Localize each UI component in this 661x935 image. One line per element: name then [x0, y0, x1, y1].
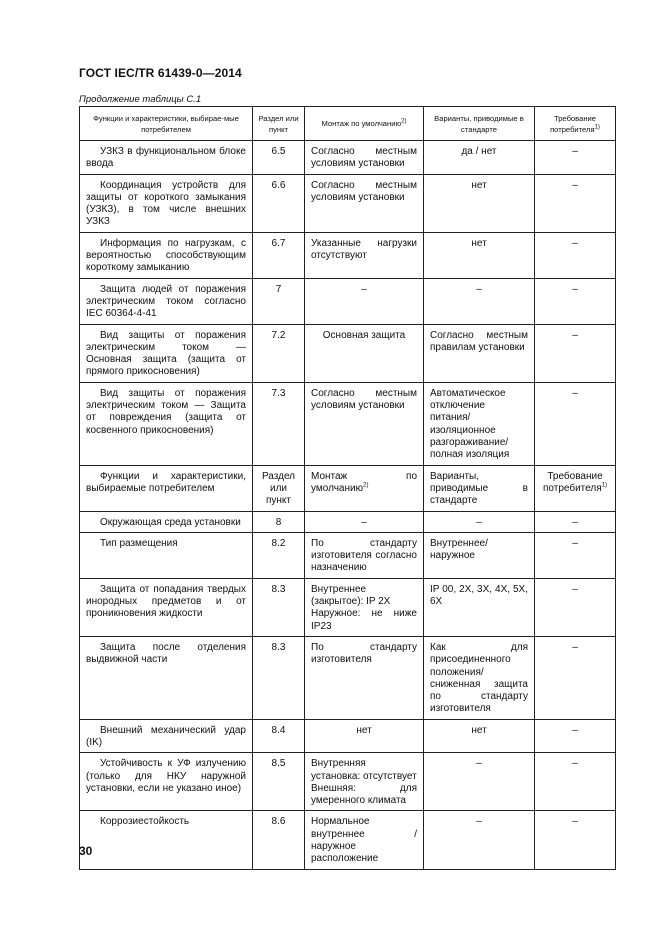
cell-section: 8.3: [253, 578, 305, 636]
superscript: 2): [401, 118, 407, 125]
cell-default: Нормальное внутреннее / наружное расположение: [305, 811, 424, 869]
cell-section: 8.4: [253, 719, 305, 753]
table-header-row: [80, 107, 616, 141]
table-row: [80, 719, 616, 753]
cell-default: По стандарту изготовителя согласно назначению: [305, 532, 424, 578]
cell-function: Защита людей от поражения электрическим током согласно IEC 60364-4-41: [80, 278, 253, 324]
column-header-default: Монтаж по умолчанию$^{2)}$: [305, 107, 424, 141]
cell-section: Раздел или пункт: [253, 465, 305, 511]
cell-default: Внутренняя установка: отсутствует Внешняя: для умеренного климата: [305, 753, 424, 811]
table-row: [80, 636, 616, 719]
table-row: [80, 753, 616, 811]
cell-function: Координация устройств для защиты от короткого замыкания (УЗКЗ), в том числе внешних УЗКЗ: [80, 174, 253, 232]
cell-requirement: –: [535, 382, 616, 465]
cell-requirement: –: [535, 811, 616, 869]
cell-variants: да / нет: [424, 141, 535, 175]
cell-function: Защита после отделения выдвижной части: [80, 636, 253, 719]
table-caption: Продолжение таблицы С.1: [79, 94, 202, 105]
cell-requirement: –: [535, 278, 616, 324]
cell-requirement: –: [535, 324, 616, 382]
cell-variants: –: [424, 511, 535, 532]
cell-section: 6.5: [253, 141, 305, 175]
cell-function: Вид защиты от поражения электрическим током — Защита от повреждения (защита от косвенного прикосновения): [80, 382, 253, 465]
cell-default: –: [305, 511, 424, 532]
table-row: [80, 811, 616, 869]
column-header-requirement: Требование потребителя$^{1)}$: [535, 107, 616, 141]
cell-requirement: –: [535, 719, 616, 753]
requirements-table: [79, 106, 616, 870]
cell-variants: нет: [424, 719, 535, 753]
table-row: [80, 532, 616, 578]
cell-default: нет: [305, 719, 424, 753]
cell-section: 8.6: [253, 811, 305, 869]
cell-function: Устойчивость к УФ излучению (только для НКУ наружной установки, если не указано иное): [80, 753, 253, 811]
column-header-function: Функции и характеристики, выбирае-мые потребителем: [80, 107, 253, 141]
cell-variants: нет: [424, 232, 535, 278]
table-header: [80, 107, 616, 141]
cell-requirement: –: [535, 753, 616, 811]
cell-requirement: –: [535, 174, 616, 232]
cell-variants: –: [424, 811, 535, 869]
cell-default: –: [305, 278, 424, 324]
table-row: [80, 174, 616, 232]
cell-requirement: –: [535, 578, 616, 636]
cell-variants: Варианты, приводимые в стандарте: [424, 465, 535, 511]
cell-function: Защита от попадания твердых инородных предметов и от проникновения жидкости: [80, 578, 253, 636]
cell-variants: IP 00, 2X, 3X, 4X, 5X, 6X: [424, 578, 535, 636]
cell-section: 6.7: [253, 232, 305, 278]
cell-requirement: –: [535, 511, 616, 532]
cell-function: УЗКЗ в функциональном блоке ввода: [80, 141, 253, 175]
cell-variants: Автоматическое отключение питания/ изоляционное разгораживание/ полная изоляция: [424, 382, 535, 465]
cell-requirement: –: [535, 636, 616, 719]
page-number: 30: [79, 844, 93, 858]
cell-variants: –: [424, 753, 535, 811]
superscript: 2): [363, 482, 369, 489]
cell-section: 7: [253, 278, 305, 324]
cell-default: По стандарту изготовителя: [305, 636, 424, 719]
cell-requirement: –: [535, 141, 616, 175]
table-row: [80, 382, 616, 465]
table-row: [80, 324, 616, 382]
cell-function: Внешний механический удар (IK): [80, 719, 253, 753]
cell-function: Тип размещения: [80, 532, 253, 578]
cell-default: Указанные нагрузки отсутствуют: [305, 232, 424, 278]
cell-requirement: –: [535, 532, 616, 578]
cell-default: Основная защита: [305, 324, 424, 382]
column-header-variants: Варианты, приводимые в стандарте: [424, 107, 535, 141]
column-header-section: Раздел или пункт: [253, 107, 305, 141]
cell-section: 6.6: [253, 174, 305, 232]
cell-section: 8.3: [253, 636, 305, 719]
cell-function: Вид защиты от поражения электрическим током — Основная защита (защита от прямого прикосновения): [80, 324, 253, 382]
cell-default: Согласно местным условиям установки: [305, 174, 424, 232]
cell-section: 8.5: [253, 753, 305, 811]
cell-variants: Как для присоединенного положения/ сниженная защита по стандарту изготовителя: [424, 636, 535, 719]
table-row: [80, 278, 616, 324]
cell-default: Согласно местным условиям установки: [305, 382, 424, 465]
table-row: [80, 141, 616, 175]
cell-function: Коррозиестойкость: [80, 811, 253, 869]
cell-variants: нет: [424, 174, 535, 232]
cell-variants: Внутреннее/ наружное: [424, 532, 535, 578]
table-body: [80, 141, 616, 870]
cell-requirement: Требование потребителя$^{1)}$: [535, 465, 616, 511]
superscript: 1): [594, 123, 600, 130]
cell-variants: Согласно местным правилам установки: [424, 324, 535, 382]
cell-function: Функции и характеристики, выбираемые потребителем: [80, 465, 253, 511]
table-row: [80, 578, 616, 636]
cell-section: 7.2: [253, 324, 305, 382]
cell-section: 8.2: [253, 532, 305, 578]
table-inner-header-row: [80, 465, 616, 511]
table-row: [80, 511, 616, 532]
cell-section: 8: [253, 511, 305, 532]
cell-function: Окружающая среда установки: [80, 511, 253, 532]
cell-default: Монтаж по умолчанию$^{2)}$: [305, 465, 424, 511]
cell-variants: –: [424, 278, 535, 324]
document-title: ГОСТ IEC/TR 61439-0—2014: [79, 66, 242, 80]
superscript: 1): [601, 482, 607, 489]
cell-function: Информация по нагрузкам, с вероятностью способствующим короткому замыканию: [80, 232, 253, 278]
cell-default: Согласно местным условиям установки: [305, 141, 424, 175]
table-row: [80, 232, 616, 278]
cell-section: 7.3: [253, 382, 305, 465]
cell-requirement: –: [535, 232, 616, 278]
cell-default: Внутреннее (закрытое): IP 2X Наружное: не ниже IP23: [305, 578, 424, 636]
